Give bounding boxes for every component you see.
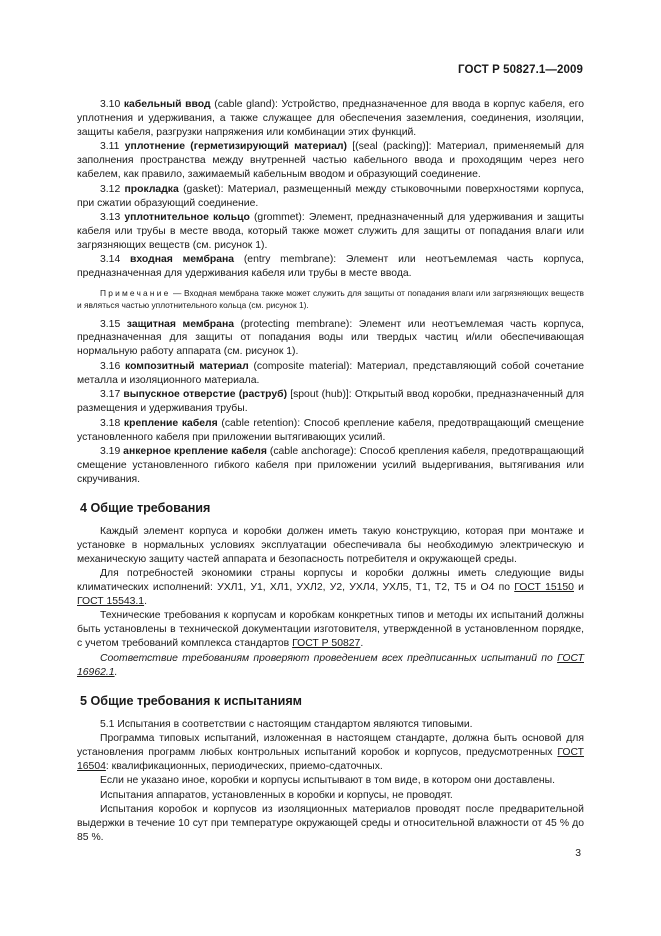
definition-3-14: 3.14 входная мембрана (entry membrane): Элемент или неотъемлемая часть корпуса, предназначенная для удерживания кабеля или трубы в месте ввода.: [77, 254, 584, 280]
section-4-paragraph-4: Соответствие требованиям проверяют проведением всех предписанных испытаний по ГОСТ 16962.1.: [77, 652, 584, 678]
gost-16962-1-link[interactable]: ГОСТ 16962.1: [77, 652, 584, 678]
section-5-paragraph-1: 5.1 Испытания в соответствии с настоящим стандартом являются типовыми.: [100, 718, 473, 730]
definition-3-11: 3.11 уплотнение (герметизирующий материал) [(seal (packing)]: Материал, применяемый для заполнения пространства между внутренней частью кабельного ввода и проходящим через него кабелем, как правило, зажимаемый кабельным вводом и образующий соединение.: [77, 141, 584, 181]
definition-3-17: 3.17 выпускное отверстие (раструб) [spout (hub)]: Открытый ввод коробки, предназначенный для размещения и удерживания трубы.: [77, 389, 584, 415]
definition-3-13: 3.13 уплотнительное кольцо (grommet): Элемент, предназначенный для удерживания и защиты кабеля или трубы в месте ввода, который также может служить для защиты от попадания влаги или загрязняющих веществ (см. рисунок 1).: [77, 212, 584, 251]
section-4-paragraph-1: Каждый элемент корпуса и коробки должен иметь такую конструкцию, которая при монтаже и установке в нормальных условиях эксплуатации обеспечивала бы необходимую электрическую и механическую защиту частей аппарата и безопасность потребителя и окружающей среды.: [77, 525, 584, 565]
page-content: [77, 98, 584, 845]
section-5-paragraph-2: Программа типовых испытаний, изложенная в настоящем стандарте, должна быть основой для установления программ любых контрольных испытаний коробок и корпусов, предусмотренных ГОСТ 16504: квалификационных, периодических, приемо-сдаточных.: [77, 733, 584, 772]
definition-3-18: 3.18 крепление кабеля (cable retention): Способ крепление кабеля, предотвращающий смещение установленного кабеля при приложении вытягивающих усилий.: [77, 417, 585, 443]
standard-header: ГОСТ Р 50827.1—2009: [458, 64, 583, 76]
section-5-heading: 5 Общие требования к испытаниям: [80, 693, 302, 708]
definition-3-10: 3.10 кабельный ввод (cable gland): Устройство, предназначенное для ввода в корпус кабеля, его уплотнения и удерживания, а также служащее для обеспечения заземления, соединения, изоляции, защиты кабеля, разгрузки напряжения или комбинации этих функций.: [77, 99, 584, 138]
gost-15150-link[interactable]: ГОСТ 15150: [514, 582, 574, 594]
definition-3-19: 3.19 анкерное крепление кабеля (cable anchorage): Способ крепления кабеля, предотвращающий смещение установленного гибкого кабеля при приложении усилий выдергивания, вытягивания или скручивания.: [77, 446, 585, 485]
definition-3-15: 3.15 защитная мембрана (protecting membrane): Элемент или неотъемлемая часть корпуса, предназначенная для защиты от попадания воды или твердых частиц и/или обеспечивающая нормальную работу аппарата (см. рисунок 1).: [77, 318, 585, 358]
section-5-paragraph-4: Испытания аппаратов, установленных в коробки и корпусы, не проводят.: [100, 789, 453, 801]
gost-16504-link[interactable]: ГОСТ 16504: [77, 746, 584, 772]
note-entry-membrane: Примечание — Входная мембрана также может служить для защиты от попадания влаги или загрязняющих веществ и являться частью уплотнительного кольца (см. рисунок 1).: [77, 288, 584, 311]
page-number: 3: [575, 848, 581, 859]
section-4-paragraph-2: Для потребностей экономики страны корпусы и коробки должны иметь следующие виды климатических исполнений: УХЛ1, У1, ХЛ1, УХЛ2, У2, УХЛ4, УХЛ5, Т1, Т2, Т5 и О4 по ГОСТ 15150 и ГОСТ 15543.1.: [77, 568, 584, 607]
section-5-paragraph-3: Если не указано иное, коробки и корпусы испытывают в том виде, в котором они доставлены.: [100, 775, 555, 787]
section-5-paragraph-5: Испытания коробок и корпусов из изоляционных материалов проводят после предварительной выдержки в течение 10 сут при температуре окружающей среды и относительной влажности от 45 % до 85 %.: [77, 804, 584, 844]
definition-3-16: 3.16 композитный материал (composite material): Материал, представляющий собой сочетание металла и изоляционного материала.: [77, 360, 584, 386]
gost-15543-1-link[interactable]: ГОСТ 15543.1: [77, 595, 145, 607]
section-4-paragraph-3: Технические требования к корпусам и коробкам конкретных типов и методы их испытаний должны быть установлены в технической документации изготовителя, утвержденной в установленном порядке, с учетом требований комплекса стандартов ГОСТ Р 50827.: [77, 610, 584, 650]
gost-r-50827-link[interactable]: ГОСТ Р 50827: [292, 638, 361, 650]
section-4-heading: 4 Общие требования: [80, 500, 211, 515]
definition-3-12: 3.12 прокладка (gasket): Материал, размещенный между стыковочными поверхностями корпуса, при сжатии образующий соединение.: [77, 183, 585, 209]
